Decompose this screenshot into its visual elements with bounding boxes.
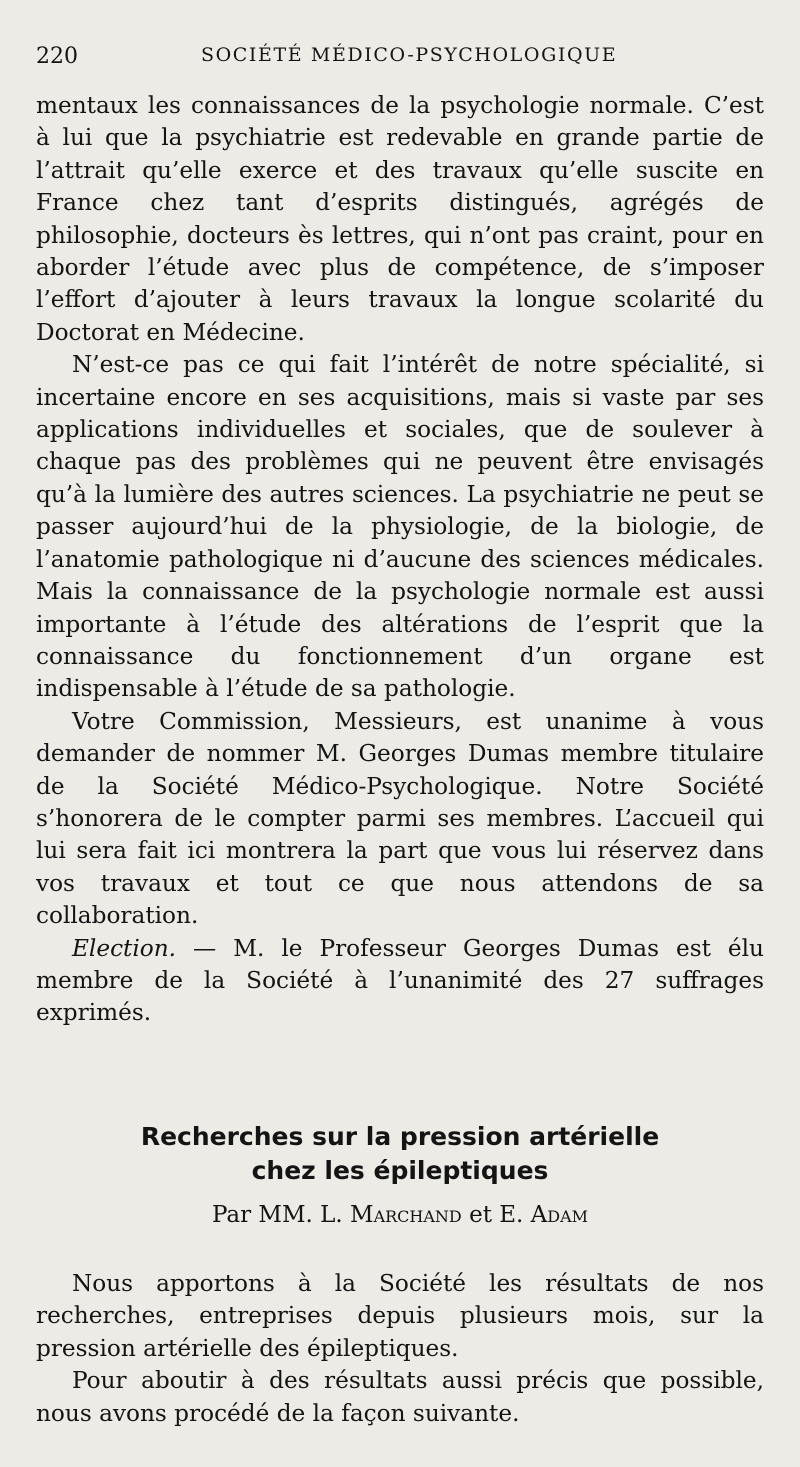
paragraph: Nous apportons à la Société les résultats de nos recherches, entreprises depuis plusieurs mois, sur la pression artérielle des épileptiques. <box>36 1270 764 1362</box>
election-label: Election. <box>72 934 177 962</box>
author-name: Adam <box>530 1202 589 1228</box>
article-text <box>36 1268 764 1430</box>
article-title-line: chez les épileptiques <box>251 1156 549 1185</box>
byline-prefix: Par MM. L. <box>211 1202 351 1228</box>
article-title-line: Recherches sur la pression artérielle <box>140 1122 660 1151</box>
author-name: Marchand <box>350 1202 462 1228</box>
article-title <box>36 1120 764 1188</box>
paragraph: Votre Commission, Messieurs, est unanime à vous demander de nommer M. Georges Dumas membre titulaire de la Société Médico-Psychologique. Notre Société s’honorera de le compter parmi ses membres. L’accueil qui lui sera fait ici montrera la part que vous lui réservez dans vos travaux et tout ce que nous attendons de sa collaboration. <box>36 707 764 930</box>
paragraph: mentaux les connaissances de la psychologie normale. C’est à lui que la psychiatrie est redevable en grande partie de l’attrait qu’elle exerce et des travaux qu’elle suscite en France chez tant d’esprits distingués, agrégés de philosophie, docteurs ès lettres, qui n’ont pas craint, pour en aborder l’étude avec plus de compétence, de s’imposer l’effort d’ajouter à leurs travaux la longue scolarité du Doctorat en Médecine. <box>36 92 764 346</box>
running-head <box>36 40 760 76</box>
running-title: SOCIÉTÉ MÉDICO-PSYCHOLOGIQUE <box>201 44 618 66</box>
page-number: 220 <box>36 44 78 69</box>
byline <box>36 1202 764 1228</box>
election-text: — M. le Professeur Georges Dumas est élu membre de la Société à l’unanimité des 27 suffrages exprimés. <box>36 934 764 1027</box>
report-text <box>36 90 764 1030</box>
election-paragraph <box>36 933 764 1030</box>
paragraph: N’est-ce pas ce qui fait l’intérêt de notre spécialité, si incertaine encore en ses acquisitions, mais si vaste par ses applications individuelles et sociales, que de soulever à chaque pas des problèmes qui ne peuvent être envisagés qu’à la lumière des autres sciences. La psychiatrie ne peut se passer aujourd’hui de la physiologie, de la biologie, de l’anatomie pathologique ni d’aucune des sciences médicales. Mais la connaissance de la psychologie normale est aussi importante à l’étude des altérations de l’esprit que la connaissance du fonctionnement d’un organe est indispensable à l’étude de sa pathologie. <box>36 351 764 703</box>
byline-middle: et E. <box>461 1202 531 1228</box>
paragraph: Pour aboutir à des résultats aussi précis que possible, nous avons procédé de la façon suivante. <box>36 1367 764 1427</box>
